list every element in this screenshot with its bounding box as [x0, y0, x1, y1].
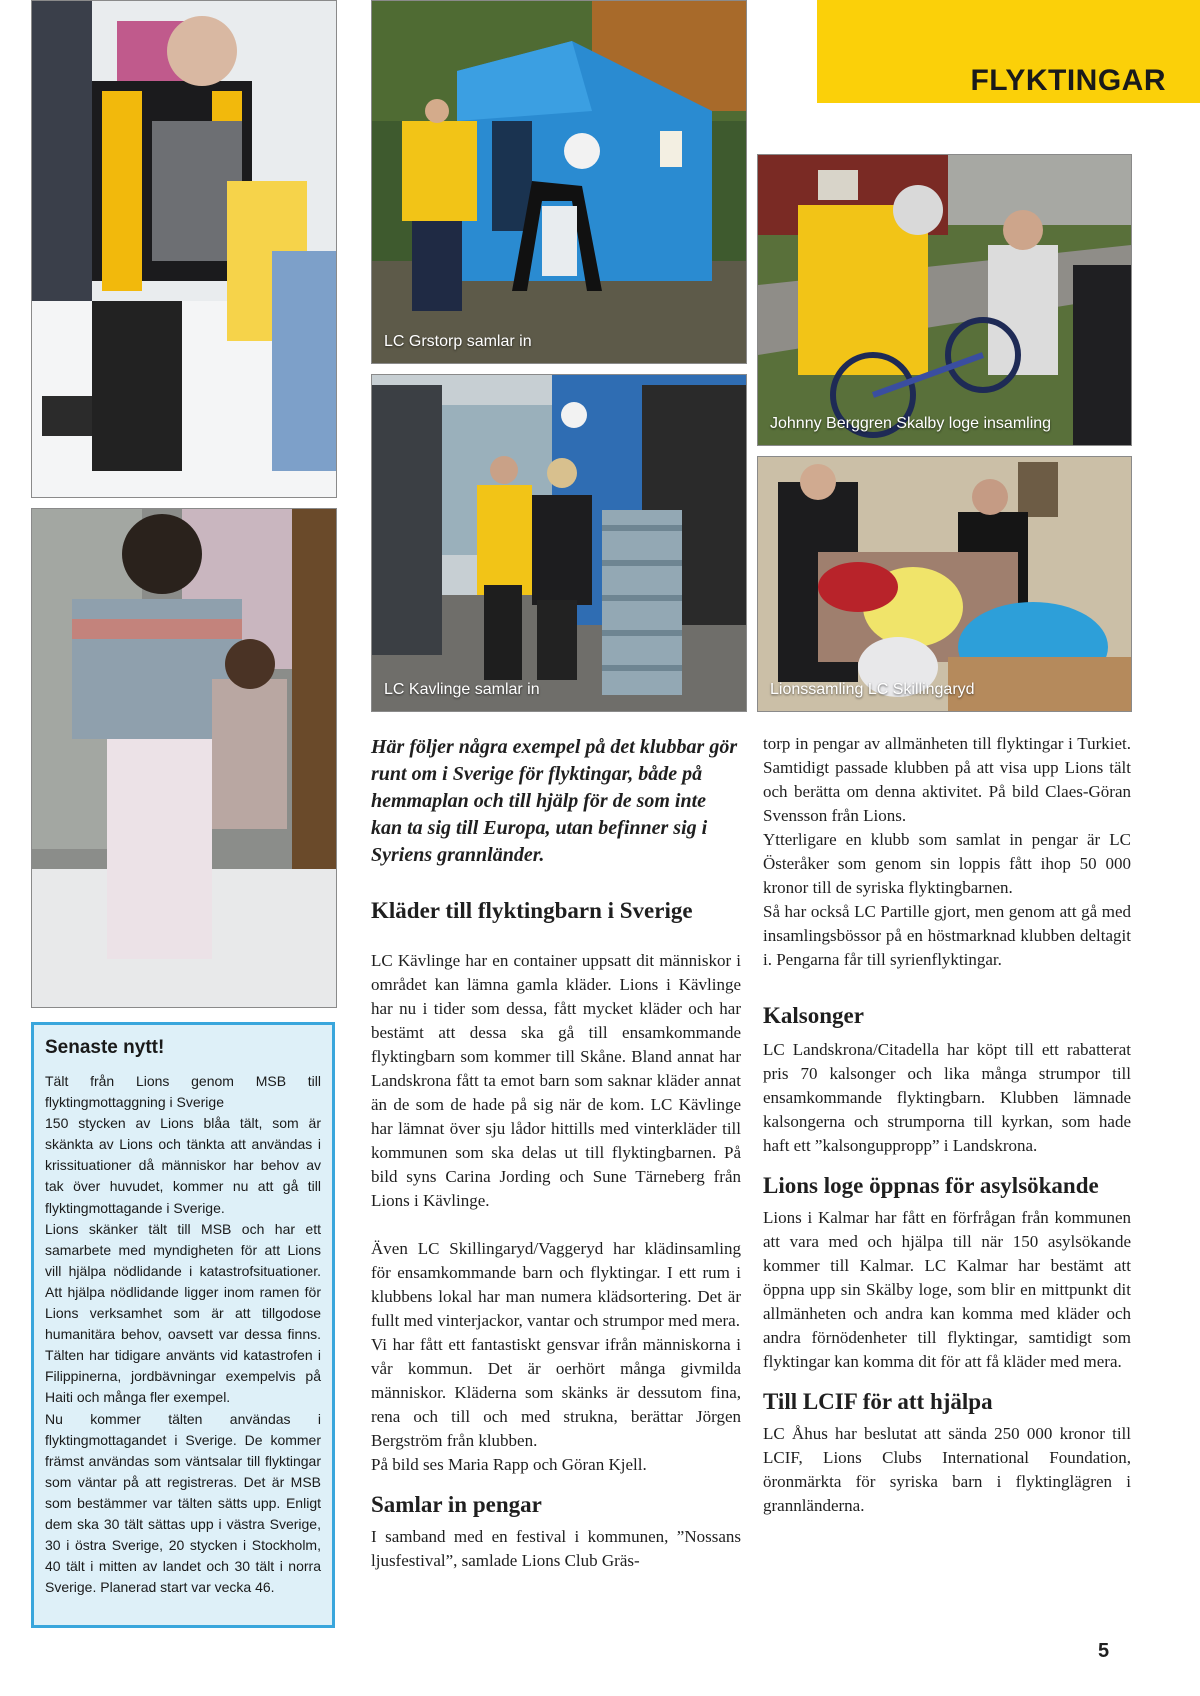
photo-boy-sweater	[31, 508, 337, 1008]
article-column-right	[763, 732, 1131, 1518]
news-box-paragraph: 150 stycken av Lions blåa tält, som är skänkta av Lions och tänkta att användas i krissituationer då människor har behov av tak över huvudet, kommer nu att gå till flyktingmottagande i Sverige.	[45, 1115, 321, 1216]
photo-caption: LC Kavlinge samlar in	[384, 681, 540, 698]
heading-loge: Lions loge öppnas för asylsökande	[763, 1173, 1099, 1198]
article-lead: Här följer några exempel på det klubbar gör runt om i Sverige för flyktingar, både på hemmaplan och till hjälp för de som inte kan ta sig till Europa, utan befinner sig i Syriens grannländer.	[371, 736, 738, 866]
paragraph-skillingaryd-2: Vi har fått ett fantastiskt gensvar ifrån människorna i vår kommun. Det är oerhört många givmilda människor. Kläderna som skänks är dessutom fina, rena och till och med strukna, berättar Jörgen Bergström från klubben.	[371, 1335, 741, 1450]
photo-bike	[757, 154, 1132, 446]
heading-kalsonger: Kalsonger	[763, 1003, 864, 1028]
paragraph-samlar-start: I samband med en festival i kommunen, ”Nossans ljusfestival”, samlade Lions Club Gräs-	[371, 1527, 741, 1570]
paragraph-samlar-continued: torp in pengar av allmänheten till flyktingar i Turkiet. Samtidigt passade klubben på att visa upp Lions tält och berätta om denna aktivitet. På bild Claes-Göran Svensson från Lions.	[763, 734, 1131, 825]
photo-snow-child	[31, 0, 337, 498]
photo-caption: Johnny Berggren Skalby loge insamling	[770, 415, 1052, 432]
heading-samlar: Samlar in pengar	[371, 1492, 542, 1517]
section-title: FLYKTINGAR	[970, 64, 1166, 97]
paragraph-skillingaryd-1: Även LC Skillingaryd/Vaggeryd har klädinsamling för ensamkommande barn och flyktingar. I ett rum i klubbens lokal har man numera klädsortering. Det är fullt med vinterjackor, vantar och strumpor med mera.	[371, 1239, 741, 1330]
photo-clothes-sorting-image	[758, 457, 1131, 711]
photo-blue-tent	[371, 0, 747, 364]
page-number: 5	[1098, 1640, 1110, 1662]
news-box-title: Senaste nytt!	[45, 1037, 165, 1058]
heading-lcif: Till LCIF för att hjälpa	[763, 1389, 993, 1414]
photo-container-image	[372, 375, 746, 711]
article-column-middle	[371, 734, 741, 1573]
news-box-paragraph: Lions skänker tält till MSB och har ett samarbete med myndigheten för att Lions vill hjälpa nödlidande i katastrofsituationer. Att hjälpa nödlidande ligger inom ramen för Lions verksamhet som är att tillgodose humanitära behov, oavsett var dessa finns. Tälten har tidigare använts vid katastrofen i Filippinerna, jordbävningar exempelvis på Haiti och många fler exempel.	[45, 1220, 321, 1406]
paragraph-kavlinge: LC Kävlinge har en container uppsatt dit människor i området kan lämna gamla kläder. Lions i Kävlinge har nu i tider som dessa, fått mycket kläder och har bestämt att dessa ska gå till ensamkommande flyktingbarn som kommer till Skåne. Bland annat har Landskrona fått ta emot barn som saknar kläder annat än de som de hade på sig när de kom. LC Kävlinge har lämnat över sju lådor hittills med vinterkläder till kommunen som ska delas ut till flyktingbarnen. På bild syns Carina Jording och Sune Tärneberg från Lions i Kävlinge.	[371, 951, 741, 1210]
news-box-paragraph: Nu kommer tälten användas i flyktingmottagandet i Sverige. De kommer främst användas som väntsalar till flyktingar som väntar på att registreras. Det är MSB som bestämmer var tälten sätts upp. Enligt dem ska 30 tält sättas upp i västra Sverige, 30 i östra Sverige, 20 stycken i Stockholm, 40 tält i mitten av landet och 30 tält i norra Sverige. Planerad start var vecka 46.	[45, 1410, 321, 1596]
news-box	[31, 1022, 335, 1628]
photo-bike-image	[758, 155, 1131, 445]
heading-klader: Kläder till flyktingbarn i Sverige	[371, 898, 693, 923]
news-box-paragraph: Tält från Lions genom MSB till flyktingmottaggning i Sverige	[45, 1073, 321, 1111]
paragraph-lcif: LC Åhus har beslutat att sända 250 000 kronor till LCIF, Lions Clubs International Foundation, öronmärkta för syriska barn i flyktinglägren i grannländerna.	[763, 1424, 1131, 1515]
photo-snow-child-image	[32, 1, 336, 497]
paragraph-skillingaryd-3: På bild ses Maria Rapp och Göran Kjell.	[371, 1455, 647, 1474]
photo-container	[371, 374, 747, 712]
paragraph-loge: Lions i Kalmar har fått en förfrågan från kommunen att vara med och hjälpa till när 150 asylsökande kommer till Kalmar. LC Kalmar har bestämt att öppna upp sin Skälby loge, som blir en mittpunkt dit allmänheten och andra kan komma med kläder och andra förnödenheter till flyktingar, samtidigt som flyktingar kan komma dit för att få kläder med mera.	[763, 1208, 1131, 1371]
photo-boy-sweater-image	[32, 509, 336, 1007]
photo-caption: Lionssamling LC Skillingaryd	[770, 681, 975, 698]
photo-blue-tent-image	[372, 1, 746, 363]
photo-caption: LC Grstorp samlar in	[384, 333, 532, 350]
paragraph-osteraker: Ytterligare en klubb som samlat in pengar är LC Österåker som genom sin loppis fått ihop 50 000 kronor till de syriska flyktingbarnen.	[763, 830, 1131, 897]
photo-clothes-sorting	[757, 456, 1132, 712]
paragraph-partille: Så har också LC Partille gjort, men genom att gå med insamlingsbössor på en höstmarknad klubben deltagit i. Pengarna får till syrienflyktingar.	[763, 902, 1131, 969]
paragraph-kalsonger: LC Landskrona/Citadella har köpt till ett rabatterat pris 70 kalsonger och lika många strumpor till ensamkommande flyktingbarn. Klubben lämnade kalsongerna och strumporna till kyrkan, som hade haft ett ”kalsonguppropp” i Landskrona.	[763, 1040, 1131, 1155]
section-tab	[817, 0, 1200, 103]
